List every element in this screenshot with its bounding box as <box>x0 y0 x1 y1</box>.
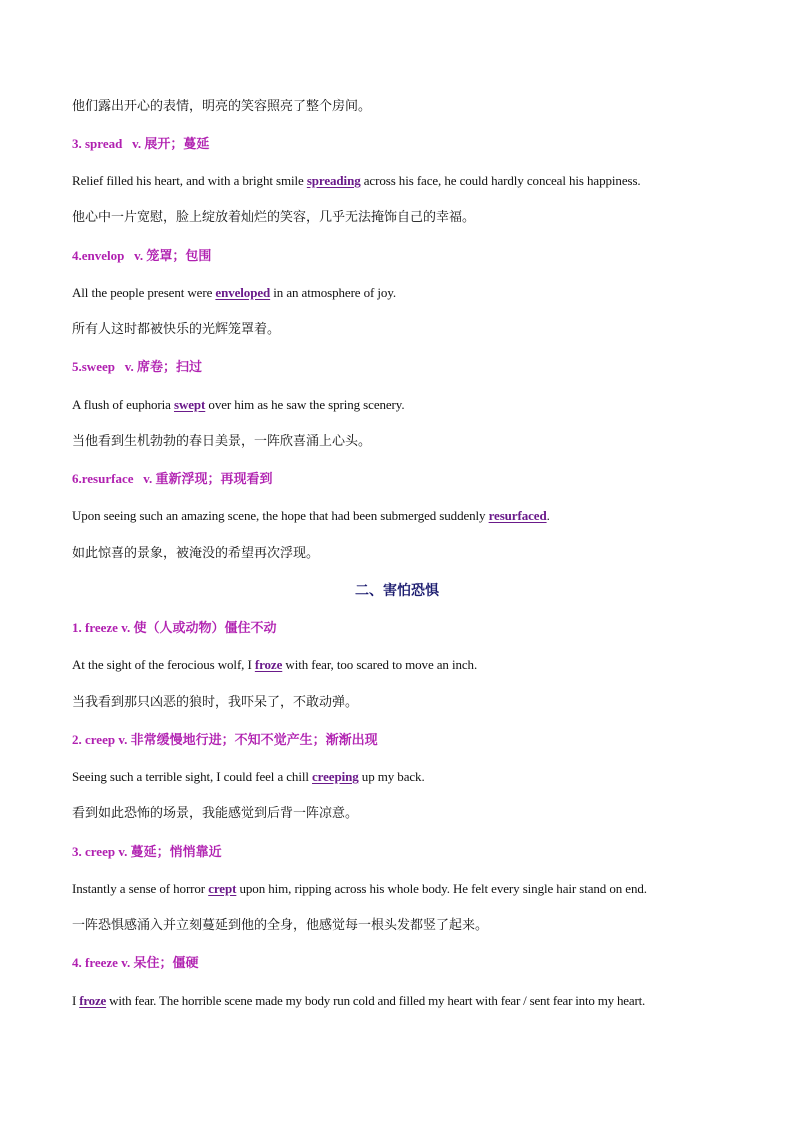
keyword: creeping <box>312 769 359 784</box>
vocab-heading <box>72 843 754 862</box>
section-heading: 二、害怕恐惧 <box>355 583 439 599</box>
sentence-after: with fear. The horrible scene made my body run cold and filled my heart with fear / sent fear into my heart. <box>106 993 646 1008</box>
translation-line: 他们露出开心的表情，明亮的笑容照亮了整个房间。 <box>72 99 372 114</box>
sentence-after: over him as he saw the spring scenery. <box>205 397 405 412</box>
example-sentence <box>72 880 754 898</box>
keyword: froze <box>79 993 107 1008</box>
vocab-word: 5.sweep <box>72 359 115 374</box>
sentence-before: Instantly a sense of horror <box>72 881 209 896</box>
sentence-before: At the sight of the ferocious wolf, I <box>72 657 255 672</box>
keyword: resurfaced <box>488 508 547 523</box>
vocab-word: 6.resurface <box>72 471 134 486</box>
sentence-after: . <box>546 508 550 523</box>
vocab-heading <box>72 619 754 638</box>
translation-line: 所有人这时都被快乐的光辉笼罩着。 <box>72 322 281 337</box>
vocab-meaning: 重新浮现；再现看到 <box>155 472 273 487</box>
translation-line: 如此惊喜的景象，被淹没的希望再次浮现。 <box>72 546 320 561</box>
translation-line: 一阵恐惧感涌入并立刻蔓延到他的全身，他感觉每一根头发都竖了起来。 <box>72 918 489 933</box>
vocab-word: 2. creep <box>72 732 116 747</box>
translation-line: 当他看到生机勃勃的春日美景，一阵欣喜涌上心头。 <box>72 434 372 449</box>
translation-line: 他心中一片宽慰，脸上绽放着灿烂的笑容，几乎无法掩饰自己的幸福。 <box>72 210 476 225</box>
sentence-before: Relief filled his heart, and with a bright smile <box>72 173 307 188</box>
vocab-meaning: 笼罩；包围 <box>146 249 212 264</box>
keyword: spreading <box>306 173 361 188</box>
part-of-speech: v. <box>132 136 142 151</box>
sentence-before: I <box>72 993 80 1008</box>
vocab-word: 3. creep <box>72 844 116 859</box>
vocab-word: 4. freeze <box>72 955 118 970</box>
sentence-after: up my back. <box>358 769 425 784</box>
sentence-after: in an atmosphere of joy. <box>270 285 397 300</box>
example-sentence <box>72 284 754 302</box>
part-of-speech: v. <box>124 359 134 374</box>
sentence-before: Upon seeing such an amazing scene, the hope that had been submerged suddenly <box>72 508 489 523</box>
example-sentence <box>72 992 754 1010</box>
vocab-word: 3. spread <box>72 136 123 151</box>
vocab-heading <box>72 247 754 266</box>
vocab-meaning: 非常缓慢地行进；不知不觉产生；渐渐出现 <box>130 733 378 748</box>
translation-line: 看到如此恐怖的场景，我能感觉到后背一阵凉意。 <box>72 806 359 821</box>
vocab-meaning: 蔓延；悄悄靠近 <box>130 845 222 860</box>
part-of-speech: v. <box>121 620 131 635</box>
keyword: crept <box>208 881 237 896</box>
vocab-meaning: 使（人或动物）僵住不动 <box>133 621 277 636</box>
part-of-speech: v. <box>118 844 128 859</box>
vocab-meaning: 展开；蔓延 <box>144 137 210 152</box>
example-sentence <box>72 172 754 190</box>
sentence-before: Seeing such a terrible sight, I could feel a chill <box>72 769 313 784</box>
vocab-word: 4.envelop <box>72 248 125 263</box>
part-of-speech: v. <box>143 471 153 486</box>
sentence-after: across his face, he could hardly conceal his happiness. <box>360 173 641 188</box>
example-sentence <box>72 507 754 525</box>
example-sentence <box>72 768 754 786</box>
vocab-word: 1. freeze <box>72 620 118 635</box>
translation-line: 当我看到那只凶恶的狼时，我吓呆了，不敢动弹。 <box>72 695 359 710</box>
sentence-before: A flush of euphoria <box>72 397 174 412</box>
vocab-meaning: 席卷；扫过 <box>137 360 203 375</box>
keyword: swept <box>173 397 206 412</box>
sentence-after: upon him, ripping across his whole body. He felt every single hair stand on end. <box>236 881 647 896</box>
vocab-meaning: 呆住；僵硬 <box>133 956 199 971</box>
part-of-speech: v. <box>118 732 128 747</box>
example-sentence <box>72 396 754 414</box>
vocab-heading <box>72 954 754 973</box>
example-sentence <box>72 656 754 674</box>
sentence-after: with fear, too scared to move an inch. <box>282 657 478 672</box>
part-of-speech: v. <box>121 955 131 970</box>
vocab-heading <box>72 731 754 750</box>
vocab-heading <box>72 135 754 154</box>
part-of-speech: v. <box>134 248 144 263</box>
keyword: froze <box>254 657 283 672</box>
vocab-heading <box>72 358 754 377</box>
vocab-heading <box>72 470 754 489</box>
keyword: enveloped <box>215 285 271 300</box>
sentence-before: All the people present were <box>72 285 216 300</box>
